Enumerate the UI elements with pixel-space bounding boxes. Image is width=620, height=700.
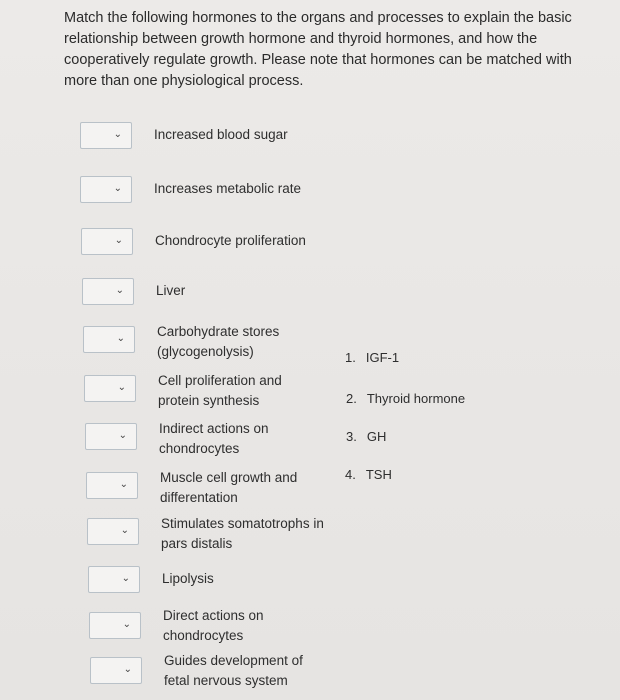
match-dropdown[interactable]: [80, 122, 132, 149]
match-item-label: Stimulates somatotrophs in pars distalis: [161, 516, 324, 551]
chevron-down-icon: ⌄: [123, 664, 132, 675]
option-number: 1.: [345, 350, 356, 365]
option-label: TSH: [365, 467, 392, 482]
chevron-down-icon: ⌄: [113, 129, 122, 140]
chevron-down-icon: ⌄: [122, 619, 131, 630]
match-item-label: Increases metabolic rate: [154, 181, 302, 196]
match-dropdown[interactable]: [81, 228, 133, 255]
match-row: [84, 375, 348, 411]
match-row: [82, 278, 346, 305]
option-label: IGF-1: [365, 350, 400, 365]
match-item-label: Carbohydrate stores (glycogenolysis): [157, 324, 280, 359]
chevron-down-icon: ⌄: [114, 235, 123, 246]
option-number: 2.: [346, 391, 357, 406]
match-row: [86, 472, 350, 508]
chevron-down-icon: ⌄: [121, 573, 130, 584]
match-dropdown[interactable]: [89, 612, 141, 639]
match-item-label: Increased blood sugar: [154, 127, 288, 142]
match-dropdown[interactable]: [87, 518, 139, 545]
option-label: GH: [366, 429, 387, 444]
match-row: [80, 122, 344, 149]
option-item: [345, 467, 392, 482]
match-row: [80, 176, 344, 203]
chevron-down-icon: ⌄: [119, 479, 128, 490]
match-row: [90, 653, 354, 691]
match-row: [83, 326, 347, 362]
match-item-label: Direct actions on chondrocytes: [163, 608, 264, 643]
match-item-label: Liver: [156, 283, 186, 298]
match-item-label: Lipolysis: [162, 571, 214, 586]
match-item-label: Chondrocyte proliferation: [155, 233, 306, 248]
match-dropdown[interactable]: [80, 176, 132, 203]
option-item: [345, 350, 399, 365]
chevron-down-icon: ⌄: [117, 382, 126, 393]
question-text: Match the following hormones to the organs and processes to explain the basic relationship between growth hormone and thyroid hormones, and how the cooperatively regulate growth. Please note that hormones can be matched with more than one physiological process.: [64, 10, 572, 89]
match-item-label: Muscle cell growth and differentation: [160, 470, 298, 505]
match-row: [81, 228, 345, 255]
chevron-down-icon: ⌄: [113, 183, 122, 194]
option-item: [346, 391, 465, 406]
match-dropdown[interactable]: [86, 472, 138, 499]
chevron-down-icon: ⌄: [116, 333, 125, 344]
match-row: [88, 566, 352, 593]
option-number: 4.: [345, 467, 356, 482]
option-label: Thyroid hormone: [366, 391, 466, 406]
match-item-label: Indirect actions on chondrocytes: [159, 421, 269, 456]
match-row: [87, 518, 351, 554]
chevron-down-icon: ⌄: [115, 285, 124, 296]
match-dropdown[interactable]: [90, 657, 142, 684]
chevron-down-icon: ⌄: [120, 525, 129, 536]
option-item: [346, 429, 386, 444]
match-row: [89, 608, 353, 646]
match-dropdown[interactable]: [82, 278, 134, 305]
match-row: [85, 423, 349, 459]
chevron-down-icon: ⌄: [118, 430, 127, 441]
match-dropdown[interactable]: [88, 566, 140, 593]
match-dropdown[interactable]: [83, 326, 135, 353]
match-item-label: Guides development of fetal nervous system: [164, 653, 303, 688]
option-number: 3.: [346, 429, 357, 444]
match-item-label: Cell proliferation and protein synthesis: [158, 373, 282, 408]
match-dropdown[interactable]: [84, 375, 136, 402]
match-dropdown[interactable]: [85, 423, 137, 450]
